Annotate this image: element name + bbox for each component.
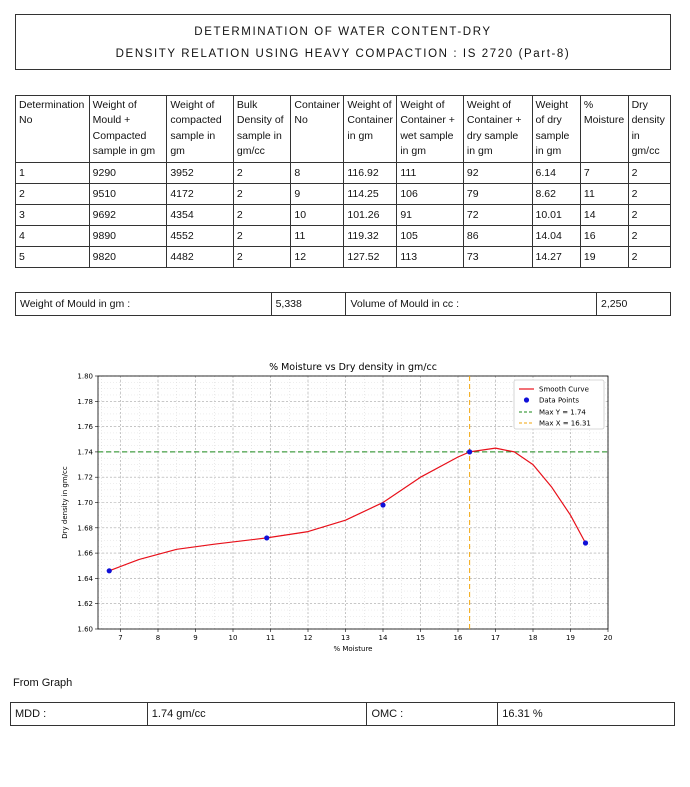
column-header: Weight of Container in gm [344,96,397,163]
table-row [16,184,671,205]
table-cell: 3952 [167,163,234,184]
y-tick-label: 1.60 [77,625,93,634]
table-cell: 79 [463,184,532,205]
y-tick-label: 1.76 [77,423,93,432]
x-tick-label: 17 [491,634,500,642]
y-tick-label: 1.70 [77,499,93,507]
y-tick-label: 1.74 [77,448,93,457]
x-tick-label: 7 [118,634,123,642]
table-cell: 11 [580,184,628,205]
table-cell: 7 [580,163,628,184]
table-cell: 10 [291,205,344,226]
legend-label: Smooth Curve [539,385,589,394]
x-axis-label: % Moisture [333,645,373,653]
y-tick-label: 1.62 [77,600,93,609]
table-cell: 9510 [89,184,167,205]
table-cell: 2 [233,247,291,268]
table-row [16,205,671,226]
mdd-label: MDD : [11,703,148,726]
table-cell: 5 [16,247,90,268]
table-cell: 127.52 [344,247,397,268]
x-tick-label: 15 [416,634,425,642]
table-cell: 2 [628,163,670,184]
table-cell: 1 [16,163,90,184]
x-tick-label: 12 [303,634,313,642]
mould-volume-value: 2,250 [597,293,671,316]
data-point [380,502,385,507]
table-cell: 4482 [167,247,234,268]
column-header: Weight of dry sample in gm [532,96,580,163]
y-tick-label: 1.66 [77,549,93,558]
y-tick-label: 1.72 [77,473,93,482]
chart-title: % Moisture vs Dry density in gm/cc [269,362,437,373]
table-cell: 11 [291,226,344,247]
table-cell: 9 [291,184,344,205]
table-cell: 2 [16,184,90,205]
table-cell: 86 [463,226,532,247]
table-cell: 101.26 [344,205,397,226]
table-cell: 2 [628,205,670,226]
column-header: Determination No [16,96,90,163]
table-row [16,163,671,184]
mould-weight-label: Weight of Mould in gm : [16,293,272,316]
table-cell: 8 [291,163,344,184]
y-axis-label: Dry density in gm/cc [61,466,69,539]
table-cell: 16 [580,226,628,247]
x-tick-label: 8 [155,634,161,642]
table-cell: 2 [628,184,670,205]
mould-info-table [15,292,671,316]
column-header: Bulk Density of sample in gm/cc [233,96,291,163]
table-cell: 6.14 [532,163,580,184]
column-header: Container No [291,96,344,163]
column-header: Weight of Mould + Compacted sample in gm [89,96,167,163]
table-cell: 3 [16,205,90,226]
mould-weight-value: 5,338 [271,293,346,316]
table-cell: 72 [463,205,532,226]
moisture-dry-density-chart [55,355,625,655]
table-cell: 92 [463,163,532,184]
x-tick-label: 9 [193,634,198,642]
table-cell: 4354 [167,205,234,226]
table-cell: 14.04 [532,226,580,247]
table-cell: 111 [397,163,464,184]
table-cell: 106 [397,184,464,205]
table-cell: 4552 [167,226,234,247]
from-graph-label: From Graph [13,677,73,689]
data-point [583,540,588,545]
y-tick-label: 1.80 [77,372,93,381]
table-cell: 119.32 [344,226,397,247]
results-table [10,702,675,726]
column-header: % Moisture [580,96,628,163]
x-tick-label: 18 [528,634,538,642]
table-cell: 2 [233,205,291,226]
mdd-value: 1.74 gm/cc [147,703,367,726]
column-header: Weight of Container + dry sample in gm [463,96,532,163]
table-cell: 9890 [89,226,167,247]
table-row [16,247,671,268]
table-cell: 2 [628,226,670,247]
x-tick-label: 11 [266,634,275,642]
data-point [107,568,112,573]
x-tick-label: 20 [603,634,613,642]
table-cell: 113 [397,247,464,268]
table-cell: 116.92 [344,163,397,184]
table-cell: 105 [397,226,464,247]
table-cell: 19 [580,247,628,268]
table-cell: 91 [397,205,464,226]
table-cell: 9820 [89,247,167,268]
x-tick-label: 13 [341,634,350,642]
table-header-row [16,96,671,163]
column-header: Dry density in gm/cc [628,96,670,163]
table-cell: 2 [233,163,291,184]
legend-label: Max X = 16.31 [539,419,591,428]
y-tick-label: 1.78 [77,397,93,406]
data-point [264,535,269,540]
table-cell: 10.01 [532,205,580,226]
table-cell: 2 [628,247,670,268]
table-cell: 9290 [89,163,167,184]
table-cell: 4172 [167,184,234,205]
table-cell: 114.25 [344,184,397,205]
table-cell: 14.27 [532,247,580,268]
data-point [467,449,472,454]
x-tick-label: 10 [228,634,238,642]
legend-label: Max Y = 1.74 [539,408,586,417]
column-header: Weight of Container + wet sample in gm [397,96,464,163]
report-title-line-2: DENSITY RELATION USING HEAVY COMPACTION : IS 2720 (Part-8) [115,48,571,60]
compaction-data-table [15,95,671,268]
legend-label: Data Points [539,396,579,405]
omc-label: OMC : [367,703,498,726]
omc-value: 16.31 % [498,703,675,726]
x-tick-label: 16 [453,634,463,642]
report-title-line-1: DETERMINATION OF WATER CONTENT-DRY [194,26,492,38]
table-cell: 14 [580,205,628,226]
table-cell: 8.62 [532,184,580,205]
y-tick-label: 1.64 [77,574,93,583]
table-cell: 9692 [89,205,167,226]
table-cell: 2 [233,184,291,205]
mould-volume-label: Volume of Mould in cc : [346,293,597,316]
table-cell: 2 [233,226,291,247]
table-cell: 73 [463,247,532,268]
table-row [16,226,671,247]
x-tick-label: 19 [566,634,575,642]
column-header: Weight of compacted sample in gm [167,96,234,163]
table-cell: 4 [16,226,90,247]
x-tick-label: 14 [378,634,388,642]
legend-swatch-points [524,397,529,402]
table-cell: 12 [291,247,344,268]
report-title-box [15,14,671,70]
y-tick-label: 1.68 [77,524,93,533]
